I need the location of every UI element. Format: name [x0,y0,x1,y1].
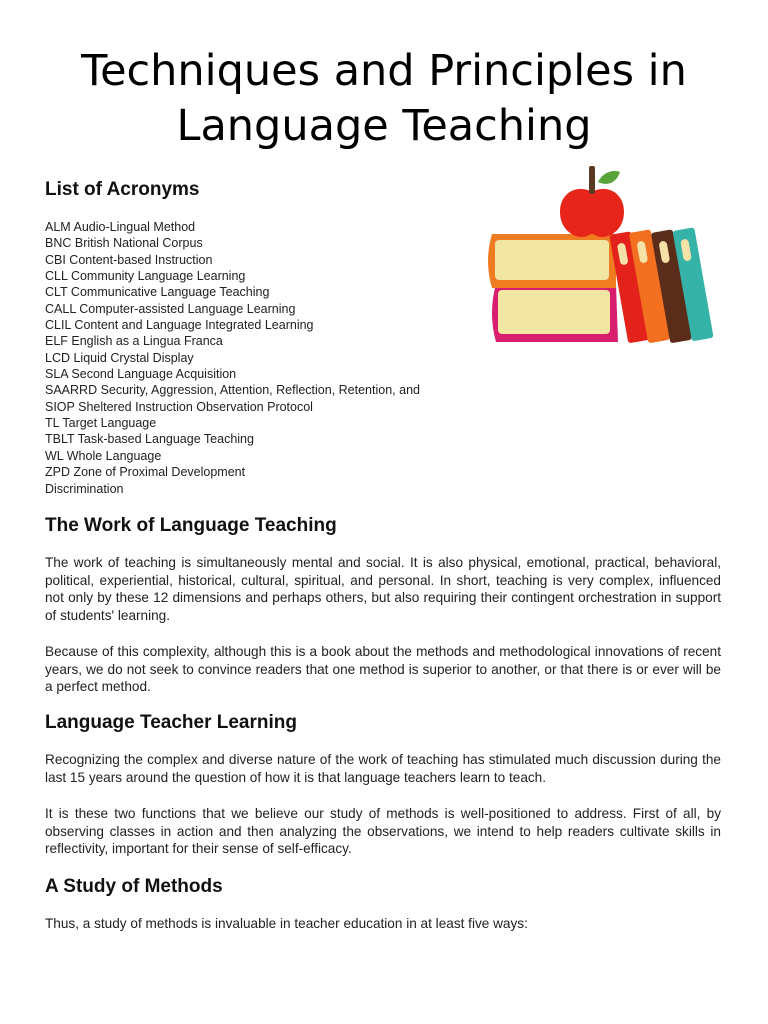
paragraph-work-2: Because of this complexity, although this is a book about the methods and methodological innovations of recent years, we do not seek to convince readers that one method is superior to another, or that there is or ever will be a perfect method. [45,644,721,694]
heading-acronyms: List of Acronyms [45,179,200,200]
acronym-item: Discrimination [45,481,124,496]
acronym-item: CLT Communicative Language Teaching [45,285,270,300]
paragraph-teacher-learning-2: It is these two functions that we believe our study of methods is well-positioned to address. First of all, by observing classes in action and then analyzing the observations, we intend to help readers cultivate skills in reflectivity, important for their sense of self-efficacy. [45,806,721,856]
acronym-item: TBLT Task-based Language Teaching [45,432,254,447]
heading-study-of-methods: A Study of Methods [45,876,223,897]
books-and-apple-icon [486,158,718,348]
paragraph-methods-1: Thus, a study of methods is invaluable in teacher education in at least five ways: [45,916,528,931]
acronym-item: TL Target Language [45,416,157,431]
acronym-item: BNC British National Corpus [45,236,203,251]
paragraph-teacher-learning-1: Recognizing the complex and diverse nature of the work of teaching has stimulated much discussion during the last 15 years around the question of how it is that language teachers learn to teach. [45,752,721,785]
title-line-2: Language Teaching [176,101,592,151]
acronym-item: WL Whole Language [45,448,162,463]
acronym-item: CLIL Content and Language Integrated Learning [45,318,314,333]
heading-teacher-learning: Language Teacher Learning [45,712,297,733]
acronym-item: CLL Community Language Learning [45,269,246,284]
acronym-item: SIOP Sheltered Instruction Observation Protocol [45,399,313,414]
document-title [0,44,768,154]
acronym-item: SLA Second Language Acquisition [45,367,237,382]
acronym-item: ALM Audio-Lingual Method [45,220,196,234]
acronym-list [45,219,420,497]
acronym-item: ZPD Zone of Proximal Development [45,465,246,480]
heading-work-of-teaching: The Work of Language Teaching [45,515,337,536]
paragraph-work-1: The work of teaching is simultaneously mental and social. It is also physical, emotional, practical, behavioral, political, experiential, historical, cultural, spiritual, and personal. In short, teaching is very complex, influenced not only by these 12 dimensions and perhaps others, but also requiring their contingent orchestration in support of students' learning. [45,555,721,623]
acronym-item: LCD Liquid Crystal Display [45,350,194,365]
title-line-1: Techniques and Principles in [81,46,687,96]
acronym-item: SAARRD Security, Aggression, Attention, Reflection, Retention, and [45,383,420,398]
acronym-item: CALL Computer-assisted Language Learning [45,301,296,316]
acronym-item: ELF English as a Lingua Franca [45,334,223,349]
acronym-item: CBI Content-based Instruction [45,252,213,267]
